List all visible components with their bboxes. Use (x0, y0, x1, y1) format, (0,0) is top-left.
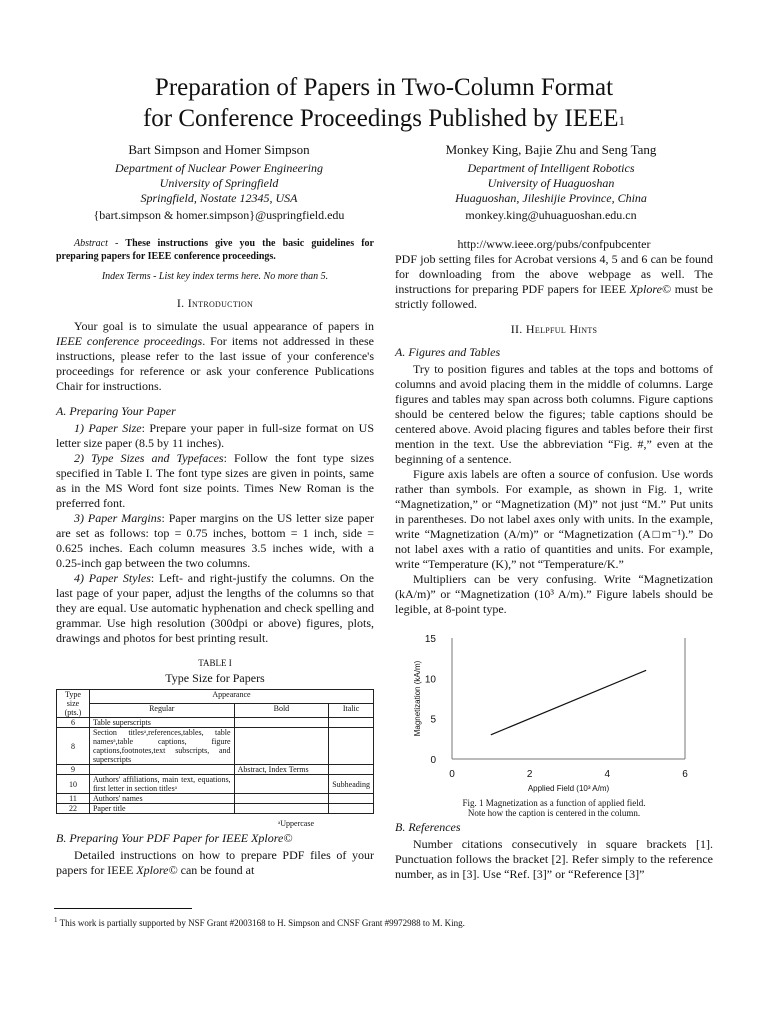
x-tick-label: 0 (449, 769, 455, 780)
prep-item-4 (56, 571, 374, 646)
table-cell-size: 10 (57, 775, 90, 794)
table-row (57, 775, 374, 794)
y-tick-label: 10 (424, 674, 436, 686)
subsection-heading-prep: A. Preparing Your Paper (56, 404, 176, 418)
pdf-text: PDF job setting files for Acrobat versions 4, 5 and 6 can be found for downloading from the above webpage as well. The instructions for preparing PDF papers for IEEE (395, 252, 713, 296)
x-tick-label: 2 (526, 769, 533, 780)
author-email: monkey.king@uhuaguoshan.edu.cn (465, 208, 637, 222)
authors-right (386, 142, 716, 223)
author-univ: University of Huaguoshan (487, 176, 615, 190)
table-header-italic: Italic (329, 704, 374, 718)
table-cell-italic (329, 728, 374, 765)
prep-item-4-text: : Left- and right-justify the columns. On the last page of your paper, adjust the lengths of the columns so that they are equal. Use automatic hyphenation and check spelling and grammar. Use high resolution (300dpi or above) figures, plots, drawings and photos for best printing result. (56, 571, 375, 645)
x-tick-label: 4 (604, 769, 611, 780)
table-cell-italic (329, 794, 374, 804)
prep-item-3-label: 3) Paper Margins (74, 511, 162, 525)
table-header-type-size: Type size (pts.) (57, 690, 90, 718)
table-row (57, 804, 374, 814)
y-tick-label: 5 (430, 714, 436, 726)
magnetization-chart (400, 628, 710, 800)
table-cell-regular (89, 765, 234, 775)
table-row (57, 765, 374, 775)
footnote (54, 916, 465, 928)
authors-left (54, 142, 384, 223)
footnote-mark: 1 (54, 916, 58, 924)
xplore-paragraph (56, 848, 374, 878)
table-cell-size: 6 (57, 718, 90, 728)
title-line-2-text: for Conference Proceedings Published by IEEE (142, 105, 619, 132)
prep-item-2-label: 2) Type Sizes and Typefaces (74, 451, 224, 465)
footnote-text: This work is partially supported by NSF Grant #2003168 to H. Simpson and CNSF Grant #9972988 to M. King. (57, 918, 465, 928)
author-names: Monkey King, Bajie Zhu and Seng Tang (445, 142, 657, 157)
figure-caption-line-2: Note how the caption is centered in the column. (467, 808, 641, 818)
figure-caption (395, 798, 713, 818)
abstract-label: Abstract (74, 238, 108, 249)
table-cell-regular: Section titlesᵃ,references,tables, table namesᵃ,table captions, figure captions,footnotes,text subscripts, and superscripts (89, 728, 234, 765)
author-names: Bart Simpson and Homer Simpson (128, 142, 310, 157)
intro-paragraph (56, 319, 374, 394)
left-column (56, 237, 374, 878)
author-addr: Springfield, Nostate 12345, USA (140, 191, 298, 205)
subsection-heading-xplore: B. Preparing Your PDF Paper for IEEE Xplore© (56, 831, 293, 845)
table-cell-regular: Authors' names (89, 794, 234, 804)
table-cell-bold (234, 775, 329, 794)
table-label: TABLE I (198, 658, 232, 668)
table-cell-size: 11 (57, 794, 90, 804)
title-line-1: Preparation of Papers in Two-Column Format (154, 74, 614, 101)
url-text: http://www.ieee.org/pubs/confpubcenter (457, 237, 651, 251)
figure-caption-line-1: Fig. 1 Magnetization as a function of applied field. (462, 798, 646, 808)
intro-emphasis: IEEE conference proceedings (56, 334, 203, 348)
table-cell-regular: Authors' affiliations, main text, equations, first letter in section titlesᵃ (89, 775, 234, 794)
abstract (56, 237, 374, 263)
subsection-heading-figures: A. Figures and Tables (395, 345, 501, 359)
section-heading-hints: II. Helpful Hints (510, 322, 598, 336)
right-column (395, 237, 713, 617)
table-row (57, 794, 374, 804)
y-axis-label: Magnetization (kA/m) (413, 660, 422, 737)
prep-item-3-text: : Paper margins on the US letter size paper are set as follows: top = 0.75 inches, bottom = 1 inch, side = 0.625 inches. Each column measures 3.5 inches wide, with a 0.25-inch gap between the two columns. (56, 511, 375, 570)
x-axis-label: Applied Field (10³ A/m) (527, 784, 610, 793)
y-tick-label: 15 (424, 634, 436, 645)
table-cell-italic (329, 765, 374, 775)
pdf-paragraph (395, 252, 713, 312)
table-header-regular: Regular (89, 704, 234, 718)
intro-text: Your goal is to simulate the usual appearance of papers in (74, 319, 374, 333)
type-size-table (56, 689, 374, 814)
references-paragraph: Number citations consecutively in square brackets [1]. Punctuation follows the bracket [2]. Refer simply to the reference number, as in [3]. Use “Ref. [3]” or “Reference [3]” (395, 837, 713, 881)
prep-item-1-text: : Prepare your paper in full-size format on US letter size paper (8.5 by 11 inches). (56, 421, 374, 450)
figures-paragraph-2: Figure axis labels are often a source of confusion. Use words rather than symbols. For example, as shown in Fig. 1, write “Magnetization,” or “Magnetization (M)” not just “M.” Put units in parentheses. Do not label axes only with units. In the example, write “Magnetization (A/m)” or “Magnetization (A□m⁻¹).” Do not label axes with a ratio of quantities and units. For example, write “Temperature (K),” not “Temperature/K.” (395, 467, 713, 571)
prep-item-4-label: 4) Paper Styles (74, 571, 151, 585)
xplore-emphasis: Xplore© (136, 863, 178, 877)
series-line-magnetization (491, 670, 646, 735)
footnote-rule (54, 908, 192, 909)
table-row (57, 728, 374, 765)
abstract-text: These instructions give you the basic guidelines for preparing papers for IEEE conference proceedings. (56, 238, 374, 262)
abstract-dash: - (107, 238, 126, 249)
pdf-text-rest: must be strictly followed. (395, 282, 713, 311)
table-cell-italic: Subheading (329, 775, 374, 794)
subsection-heading-references: B. References (395, 820, 461, 834)
table-header-bold: Bold (234, 704, 329, 718)
author-addr: Huaguoshan, Jileshijie Province, China (455, 191, 647, 205)
xplore-text: Detailed instructions on how to prepare PDF files of your papers for IEEE (56, 848, 374, 877)
prep-item-1-label: 1) Paper Size (74, 421, 142, 435)
table-cell-bold: Abstract, Index Terms (234, 765, 329, 775)
y-tick-label: 0 (430, 755, 436, 766)
prep-item-3 (56, 511, 374, 571)
table-cell-italic (329, 804, 374, 814)
author-email: {bart.simpson & homer.simpson}@uspringfield.edu (93, 208, 345, 222)
table-cell-regular: Paper title (89, 804, 234, 814)
author-dept: Department of Intelligent Robotics (467, 161, 635, 175)
table-cell-italic (329, 718, 374, 728)
x-tick-label: 6 (682, 769, 688, 780)
table-cell-bold (234, 728, 329, 765)
table-footnote: ᵃUppercase (278, 819, 314, 828)
prep-item-2-text: : Follow the font type sizes specified in Table I. The font type sizes are given in points, same as in the MS Word font size points. Times New Roman is the preferred font. (56, 451, 374, 510)
pdf-emphasis: Xplore© (629, 282, 672, 296)
table-title: Type Size for Papers (165, 671, 265, 685)
paper-title (0, 72, 768, 134)
figures-paragraph-1: Try to position figures and tables at the tops and bottoms of columns and avoid placing them in the middle of columns. Large figures and tables may span across both columns. Figure captions should be centered below the figures; table captions should be centered above. Avoid placing figures and tables before their first mention in the text. Use the abbreviation “Fig. #,” even at the beginning of a sentence. (395, 362, 713, 466)
xplore-text-rest: can be found at (177, 863, 255, 877)
table-header-appearance: Appearance (89, 690, 373, 704)
table-cell-regular: Table superscripts (89, 718, 234, 728)
table-cell-size: 8 (57, 728, 90, 765)
right-column-bottom (395, 820, 713, 882)
table-cell-bold (234, 718, 329, 728)
table-cell-size: 22 (57, 804, 90, 814)
title-line-2 (0, 103, 768, 134)
author-dept: Department of Nuclear Power Engineering (115, 161, 323, 175)
prep-item-2 (56, 451, 374, 511)
author-univ: University of Springfield (159, 176, 279, 190)
section-heading-intro: I. Introduction (176, 296, 254, 310)
table-cell-bold (234, 794, 329, 804)
prep-item-1 (56, 421, 374, 451)
title-footnote-mark: 1 (618, 113, 626, 128)
table-cell-bold (234, 804, 329, 814)
table-cell-size: 9 (57, 765, 90, 775)
index-terms: Index Terms - List key index terms here. No more than 5. (101, 271, 329, 282)
table-header-row (57, 704, 374, 718)
figures-paragraph-3: Multipliers can be very confusing. Write “Magnetization (kA/m)” or “Magnetization (10³ A/m).” Figure labels should be legible, at 8-point type. (395, 572, 713, 616)
intro-text-rest: . For items not addressed in these instructions, please refer to the last issue of your conference's proceedings for reference or ask your conference Publications Chair for instructions. (56, 334, 374, 393)
table-row (57, 718, 374, 728)
table-header-row (57, 690, 374, 704)
